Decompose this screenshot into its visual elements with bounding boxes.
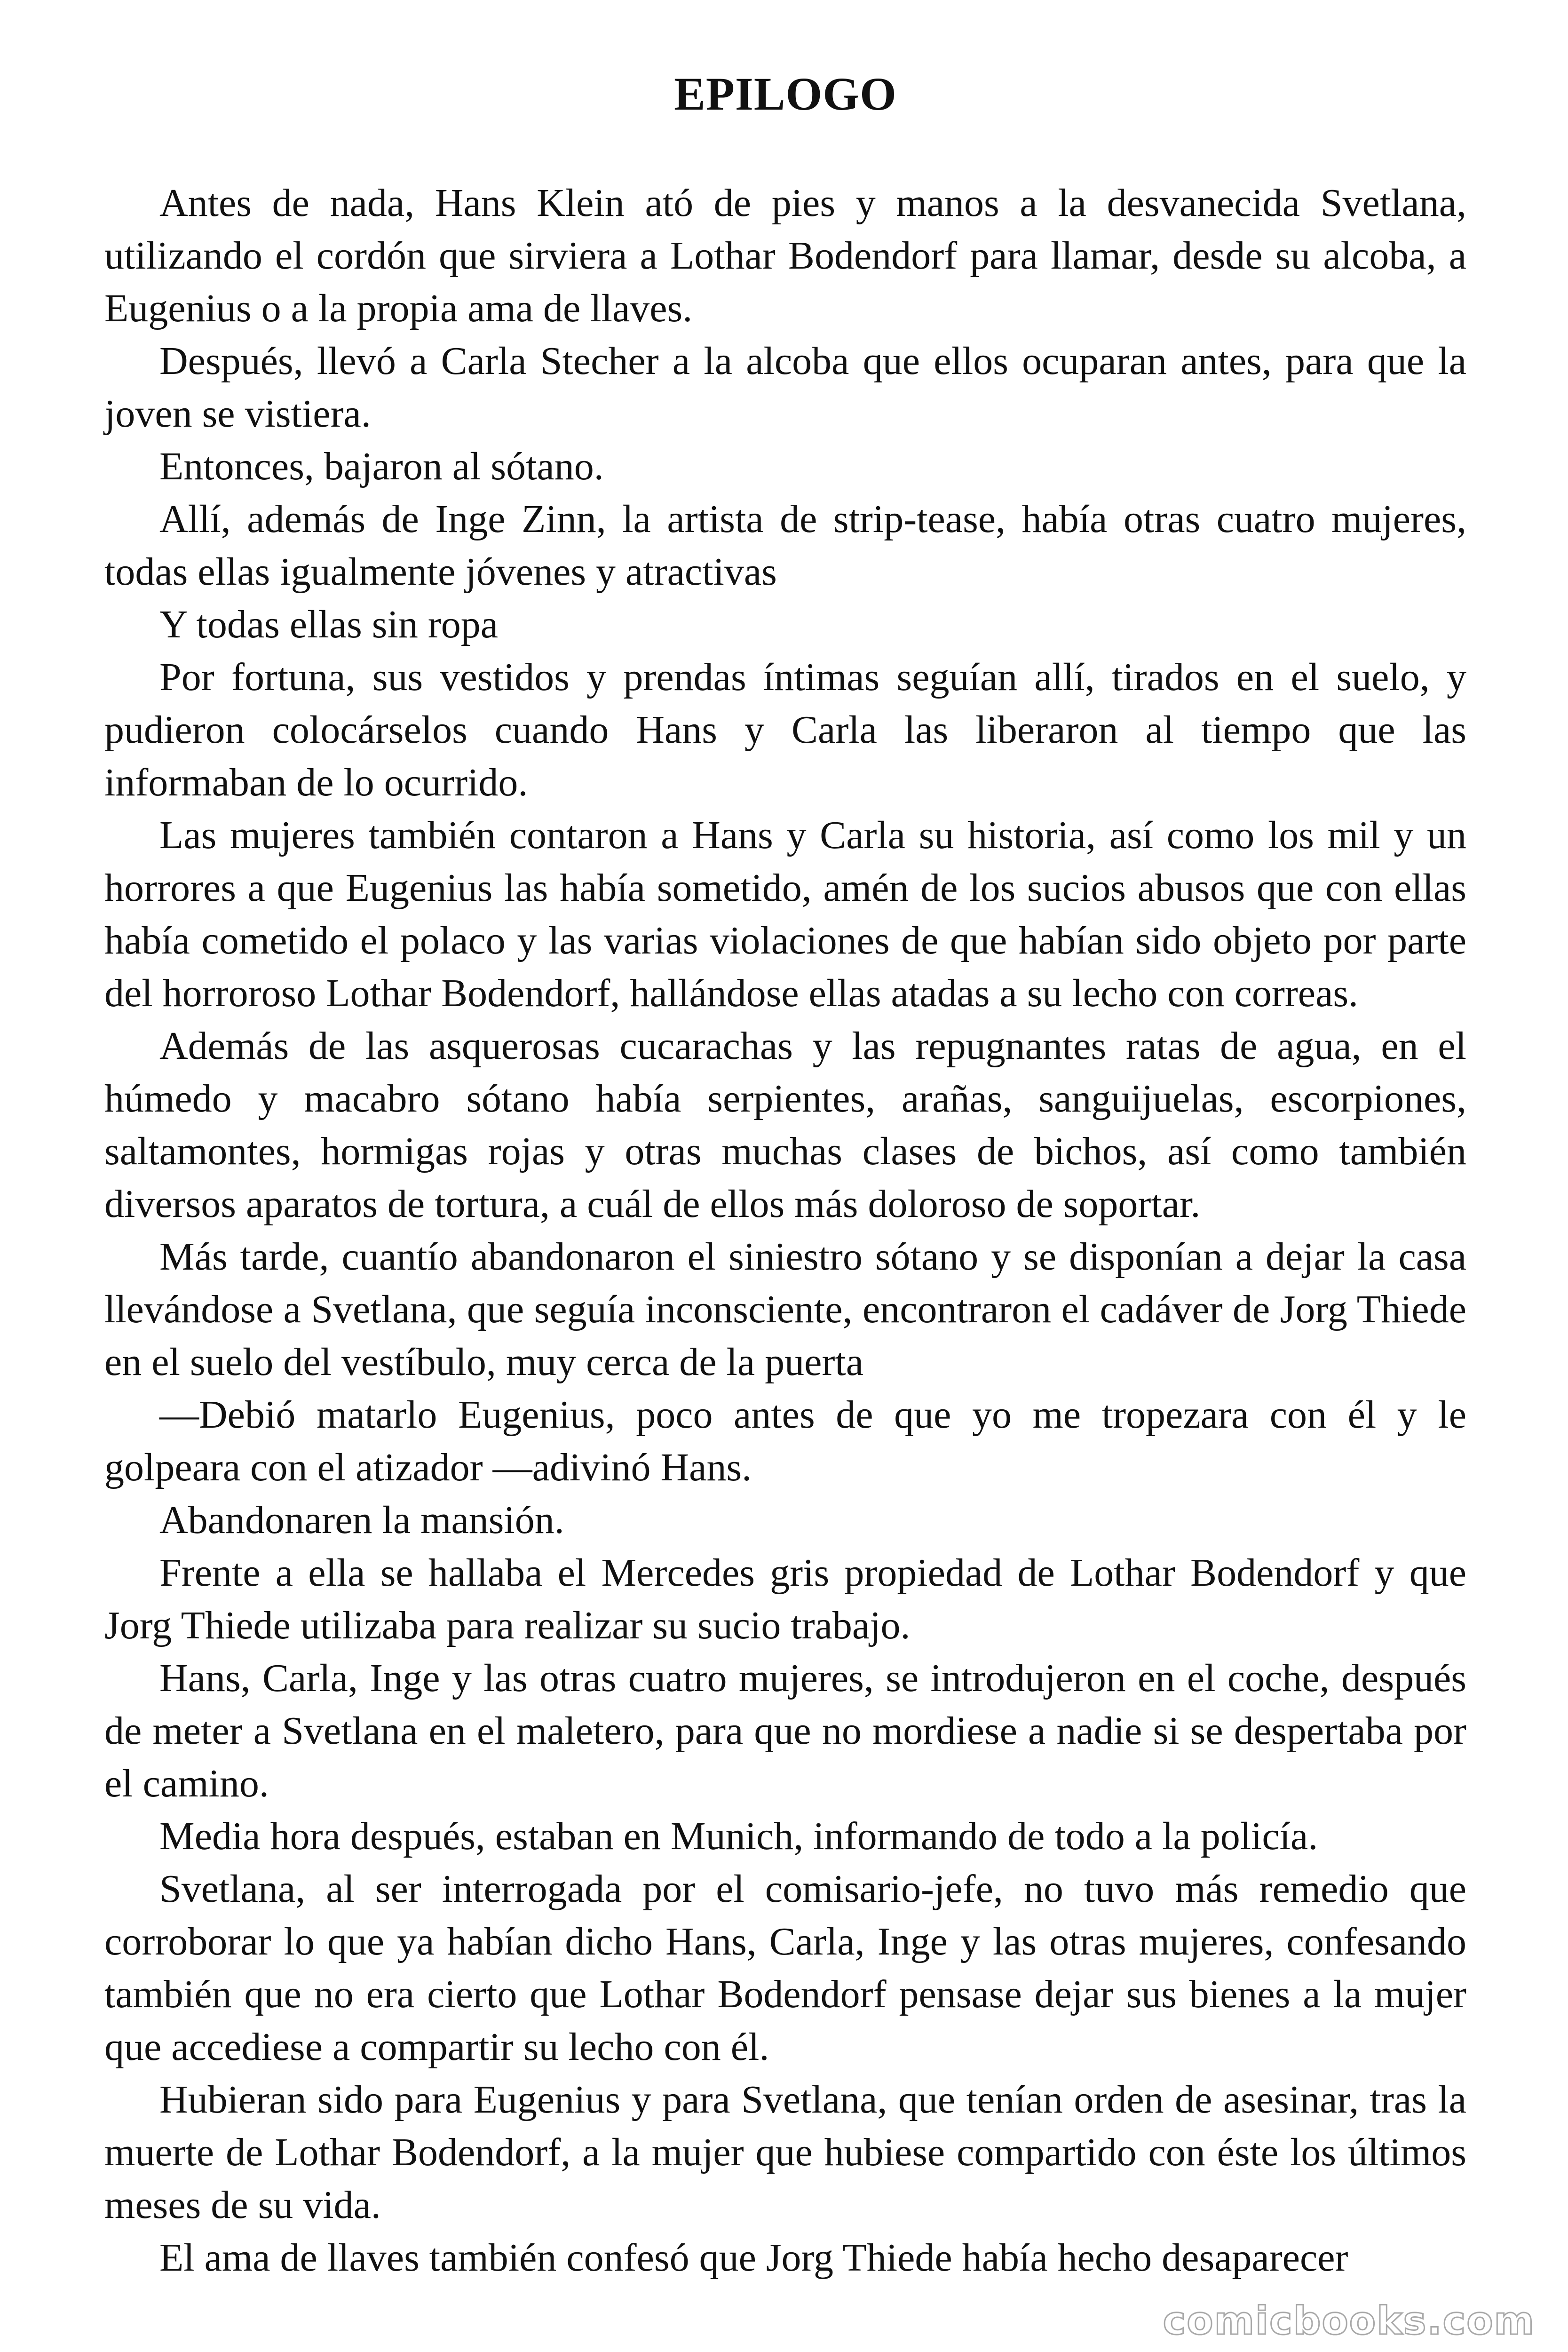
- paragraph: —Debió matarlo Eugenius, poco antes de que yo me tropezara con él y le golpeara con el atizador —adivinó Hans.: [104, 1393, 1466, 1489]
- paragraph: Abandonaren la mansión.: [159, 1498, 564, 1542]
- paragraph: Y todas ellas sin ropa: [159, 603, 499, 646]
- paragraph: Después, llevó a Carla Stecher a la alcoba que ellos ocuparan antes, para que la joven se vistiera.: [104, 339, 1466, 436]
- paragraph: Las mujeres también contaron a Hans y Carla su historia, así como los mil y un horrores a que Eugenius las había sometido, amén de los sucios abusos que con ellas había cometido el polaco y las varias violaciones de que habían sido objeto por parte del horroroso Lothar Bodendorf, hallándose ellas atadas a su lecho con correas.: [104, 813, 1466, 1015]
- paragraph: Media hora después, estaban en Munich, informando de todo a la policía.: [159, 1814, 1318, 1858]
- chapter-title: EPILOGO: [674, 68, 897, 120]
- paragraph: Svetlana, al ser interrogada por el comisario-jefe, no tuvo más remedio que corroborar lo que ya habían dicho Hans, Carla, Inge y las otras mujeres, confesando también que no era cierto que Lothar Bodendorf pensase dejar sus bienes a la mujer que accediese a compartir su lecho con él.: [104, 1867, 1466, 2069]
- paragraph: Más tarde, cuantío abandonaron el siniestro sótano y se disponían a dejar la casa llevándose a Svetlana, que seguía inconsciente, encontraron el cadáver de Jorg Thiede en el suelo del vestíbulo, muy cerca de la puerta: [104, 1235, 1466, 1384]
- paragraph: Por fortuna, sus vestidos y prendas íntimas seguían allí, tirados en el suelo, y pudieron colocárselos cuando Hans y Carla las liberaron al tiempo que las informaban de lo ocurrido.: [104, 655, 1466, 804]
- body-text: [104, 177, 1466, 2284]
- paragraph: Hans, Carla, Inge y las otras cuatro mujeres, se introdujeron en el coche, después de meter a Svetlana en el maletero, para que no mordiese a nadie si se despertaba por el camino.: [104, 1656, 1466, 1805]
- paragraph: Antes de nada, Hans Klein ató de pies y manos a la desvanecida Svetlana, utilizando el cordón que sirviera a Lothar Bodendorf para llamar, desde su alcoba, a Eugenius o a la propia ama de llaves.: [104, 181, 1466, 330]
- paragraph: Allí, además de Inge Zinn, la artista de strip-tease, había otras cuatro mujeres, todas ellas igualmente jóvenes y atractivas: [104, 497, 1466, 594]
- paragraph: Además de las asquerosas cucarachas y las repugnantes ratas de agua, en el húmedo y macabro sótano había serpientes, arañas, sanguijuelas, escorpiones, saltamontes, hormigas rojas y otras muchas clases de bichos, así como también diversos aparatos de tortura, a cuál de ellos más doloroso de soportar.: [104, 1024, 1466, 1226]
- paragraph: Hubieran sido para Eugenius y para Svetlana, que tenían orden de asesinar, tras la muerte de Lothar Bodendorf, a la mujer que hubiese compartido con éste los últimos meses de su vida.: [104, 2078, 1466, 2227]
- paragraph: Frente a ella se hallaba el Mercedes gris propiedad de Lothar Bodendorf y que Jorg Thiede utilizaba para realizar su sucio trabajo.: [104, 1551, 1466, 1647]
- paragraph: El ama de llaves también confesó que Jorg Thiede había hecho desaparecer: [159, 2236, 1348, 2280]
- watermark: comicbooks.com: [1163, 2299, 1535, 2344]
- paragraph: Entonces, bajaron al sótano.: [159, 445, 604, 488]
